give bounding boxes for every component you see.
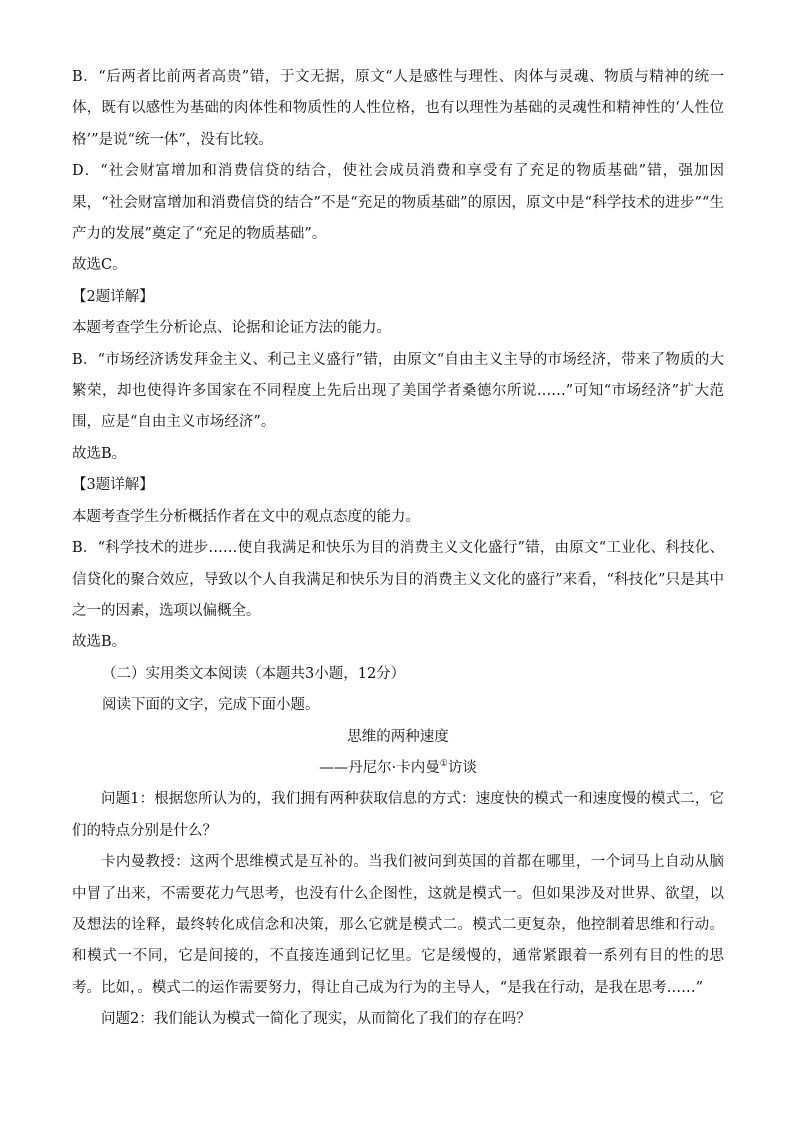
q2-option-b: B．“市场经济诱发拜金主义、利己主义盛行”错，由原文“自由主义主导的市场经济，带来了物质的大繁荣，却也使得许多国家在不同程度上先后出现了美国学者桑德尔所说……”可知“市场经济”扩大范围，应是“自由主义市场经济”。 [72, 351, 724, 431]
byline-author: ——丹尼尔·卡内曼 [319, 759, 440, 776]
q3-option-b: B．“科学技术的进步……使自我满足和快乐为目的消费主义文化盛行”错，由原文“工业化、科技化、信贷化的聚合效应，导致以个人自我满足和快乐为目的消费主义文化的盛行”来看，“科技化”只是其中之一的因素，选项以偏概全。 [72, 540, 724, 619]
footnote-marker: ① [439, 759, 448, 770]
interview-question-2: 问题2：我们能认为模式一简化了现实，从而简化了我们的存在吗？ [101, 1011, 531, 1028]
interview-answer-1: 卡内曼教授：这两个思维模式是互补的。当我们被问到英国的首都在哪里，一个词马上自动从脑中冒了出来，不需要花力气思考，也没有什么企图性，这就是模式一。但如果涉及对世界、欲望，以及想法的诠释，最终转化成信念和决策，那么它就是模式二。模式二更复杂，他控制着思维和行动。和模式一不同，它是间接的，不直接连通到记忆里。它是缓慢的，通常紧跟着一系列有目的性的思考。比如，。模式二的运作需要努力，得让自己成为行为的主导人，“是我在行动，是我在思考……” [72, 854, 724, 996]
q2-detail-heading: 【2题详解】 [72, 288, 154, 305]
explanation-option-b: B．“后两者比前两者高贵”错，于文无据，原文“人是感性与理性、肉体与灵魂、物质与精神的统一体，既有以感性为基础的肉体性和物质性的人性位格，也有以理性为基础的灵魂性和精神性的‘人性位格’”是说“统一体”，没有比较。 [72, 69, 724, 148]
q3-intro: 本题考查学生分析概括作者在文中的观点态度的能力。 [72, 508, 420, 525]
byline-suffix: 访谈 [447, 759, 477, 776]
answer-q3: 故选B。 [72, 634, 127, 651]
article-byline [72, 753, 724, 784]
answer-q1: 故选C。 [72, 257, 127, 274]
article-title: 思维的两种速度 [347, 728, 449, 745]
explanation-option-d: D．“社会财富增加和消费信贷的结合，使社会成员消费和享受有了充足的物质基础”错，强加因果，“社会财富增加和消费信贷的结合”不是“充足的物质基础”的原因，原文中是“科学技术的进步”“生产力的发展”奠定了“充足的物质基础”。 [72, 163, 724, 243]
section-heading: （二）实用类文本阅读（本题共3小题，12分） [102, 665, 406, 682]
interview-question-1: 问题1：根据您所认为的，我们拥有两种获取信息的方式：速度快的模式一和速度慢的模式二，它们的特点分别是什么？ [72, 791, 724, 839]
q2-intro: 本题考查学生分析论点、论据和论证方法的能力。 [72, 320, 391, 337]
q3-detail-heading: 【3题详解】 [72, 477, 154, 494]
reading-instruction: 阅读下面的文字，完成下面小题。 [102, 697, 320, 714]
answer-q2: 故选B。 [72, 445, 127, 462]
